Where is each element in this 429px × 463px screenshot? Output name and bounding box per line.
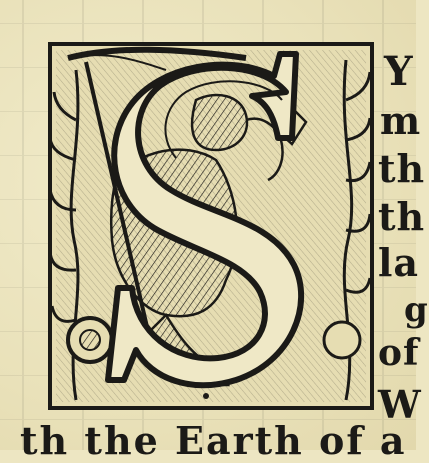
side-text-line-5: la: [378, 240, 420, 285]
side-text-line-1: Y: [384, 48, 414, 95]
left-rosette-center: [80, 330, 100, 350]
side-text-line-8: W: [378, 382, 422, 427]
bottom-text-line: th the Earth of a: [20, 418, 407, 463]
side-text-line-4: th: [378, 194, 426, 239]
side-text-line-2: m: [380, 98, 422, 143]
side-text-line-7: of: [378, 332, 420, 374]
frame-dot: [203, 393, 209, 399]
side-text-line-3: th: [378, 146, 426, 191]
side-text-line-6: g: [404, 290, 429, 330]
woodcut-initial-s: [46, 40, 376, 412]
